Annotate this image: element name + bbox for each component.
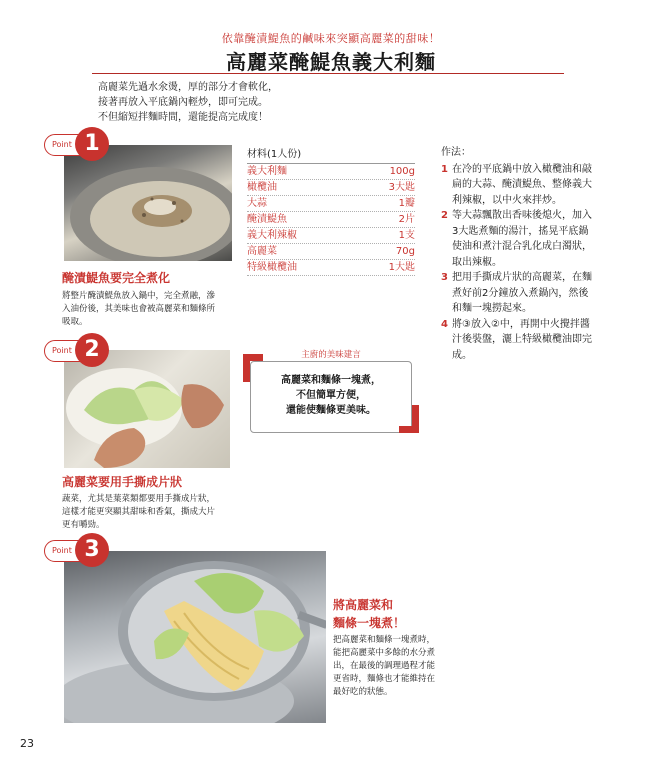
tip-text	[250, 373, 412, 418]
point-number: 2	[75, 333, 109, 367]
ingredient-row	[247, 228, 415, 244]
point-badge-3	[44, 537, 106, 562]
point-2-body	[62, 493, 242, 532]
intro-line: 高麗菜先過水氽燙，厚的部分才會軟化，	[98, 82, 278, 93]
body-line: 蔬菜，尤其是葉菜類都要用手撕成片狀，	[62, 494, 216, 504]
body-line: 將整片醃漬鯷魚放入鍋中，完全煮融，滲	[62, 291, 216, 301]
method-heading: 作法：	[441, 147, 471, 158]
step-line: 和麵一塊撈起來。	[452, 303, 532, 314]
step-line: 3大匙煮麵的湯汁，搖晃平底鍋	[452, 225, 589, 237]
ingredient-row	[247, 164, 415, 180]
tip-line: 高麗菜和麵條一塊煮，	[281, 375, 381, 386]
ingredient-name: 特級橄欖油	[247, 262, 297, 273]
ingredient-name: 橄欖油	[247, 182, 277, 193]
ingredient-qty: 70g	[395, 246, 415, 257]
point-3-heading	[333, 596, 405, 632]
heading-line: 將高麗菜和	[333, 598, 394, 612]
tip-line: 不但簡單方便，	[296, 390, 366, 401]
intro-text	[98, 80, 418, 125]
title-divider	[92, 73, 564, 74]
step-line: 在冷的平底鍋中放入橄欖油和敲	[452, 163, 592, 175]
point-label: Point	[44, 134, 92, 156]
step-text	[452, 270, 613, 317]
intro-line: 不但縮短拌麵時間，還能提高完成度！	[98, 112, 268, 123]
ingredient-qty: 1大匙	[388, 262, 415, 273]
ingredient-qty: 1支	[398, 230, 415, 241]
ingredients-heading: 材料(1人份)	[247, 145, 415, 164]
step-number: 3	[441, 272, 448, 283]
point-badge-1	[44, 131, 106, 156]
method-step-2	[441, 208, 613, 270]
body-line: 出，在最後的調理過程才能	[333, 661, 436, 671]
step-text	[452, 317, 613, 364]
body-line: 最好吃的狀態。	[333, 687, 393, 697]
ingredient-row	[247, 244, 415, 260]
page-number: 23	[20, 737, 34, 750]
body-line: 能把高麗菜中多餘的水分煮	[333, 648, 436, 658]
point-1-body	[62, 290, 242, 329]
step-line: 使油和煮汁混合乳化成白濁狀，	[452, 241, 592, 252]
body-line: 更有嚼勁。	[62, 520, 105, 530]
point-1-heading: 醃漬鯷魚要完全煮化	[62, 271, 171, 285]
heading-line: 麵條一塊煮！	[333, 616, 406, 630]
photo-anchovy-pan	[64, 145, 232, 261]
point-label: Point	[44, 540, 92, 562]
point-number: 3	[75, 533, 109, 567]
ingredient-name: 高麗菜	[247, 246, 277, 257]
step-line: 利辣椒，以中火來拌炒。	[452, 194, 562, 206]
body-line: 吸取。	[62, 317, 88, 327]
page-title: 高麗菜醃鯷魚義大利麵	[226, 50, 436, 74]
step-line: 煮好前2分鐘放入煮鍋內，然後	[452, 287, 589, 299]
body-line: 更省時，麵條也才能維持在	[333, 674, 436, 684]
ingredient-row	[247, 180, 415, 196]
point-label: Point	[44, 340, 92, 362]
ingredient-row	[247, 212, 415, 228]
step-line: 扁的大蒜、醃漬鯷魚、整條義大	[452, 179, 592, 190]
ingredient-qty: 1瓣	[398, 198, 415, 209]
pan-illustration	[64, 145, 232, 261]
ingredient-name: 義大利辣椒	[247, 230, 297, 241]
step-line: 把用手撕成片狀的高麗菜，在麵	[452, 272, 592, 283]
tip-line: 還能使麵條更美味。	[286, 405, 376, 416]
step-line: 成。	[452, 349, 472, 361]
method-section	[441, 145, 613, 363]
step-text	[452, 162, 613, 209]
ingredient-row	[247, 196, 415, 212]
point-2-heading: 高麗菜要用手撕成片狀	[62, 475, 183, 489]
ingredient-qty: 100g	[389, 166, 415, 177]
step-number: 1	[441, 163, 448, 175]
step-line: 等大蒜飄散出香味後熄火，加入	[452, 210, 592, 221]
step-line: 將③放入②中，再開中火攪拌醬	[452, 318, 590, 330]
method-step-3	[441, 270, 613, 317]
point-number: 1	[75, 127, 109, 161]
subtitle: 依靠醃漬鯷魚的鹹味來突顯高麗菜的甜味！	[221, 32, 441, 45]
ingredient-name: 醃漬鯷魚	[247, 214, 287, 225]
ingredient-qty: 3大匙	[388, 182, 415, 193]
step-number: 4	[441, 318, 448, 330]
tip-label: 主廚的美味建言	[301, 350, 361, 360]
ingredient-name: 義大利麵	[247, 166, 287, 177]
ingredient-qty: 2片	[398, 214, 415, 225]
step-line: 汁後裝盤，灑上特級橄欖油即完	[452, 334, 592, 345]
step-text	[452, 208, 613, 270]
body-line: 入油份後，其美味也會被高麗菜和麵條所	[62, 304, 216, 314]
ingredient-row	[247, 260, 415, 276]
strainer-illustration	[64, 551, 326, 723]
photo-tearing-cabbage	[64, 350, 230, 468]
photo-strainer-pasta	[64, 551, 326, 723]
step-number: 2	[441, 210, 448, 221]
method-step-4	[441, 317, 613, 364]
point-badge-2	[44, 337, 106, 362]
step-line: 取出辣椒。	[452, 256, 502, 268]
body-line: 這樣才能更突顯其甜味和香氣，撕成大片	[62, 507, 216, 517]
point-3-body	[333, 634, 453, 699]
method-step-1	[441, 162, 613, 209]
cabbage-hands-illustration	[64, 350, 230, 468]
ingredients-table	[247, 145, 415, 276]
ingredient-name: 大蒜	[247, 198, 267, 209]
intro-line: 接著再放入平底鍋內輕炒，即可完成。	[98, 97, 268, 108]
body-line: 把高麗菜和麵條一塊煮時，	[333, 635, 436, 645]
